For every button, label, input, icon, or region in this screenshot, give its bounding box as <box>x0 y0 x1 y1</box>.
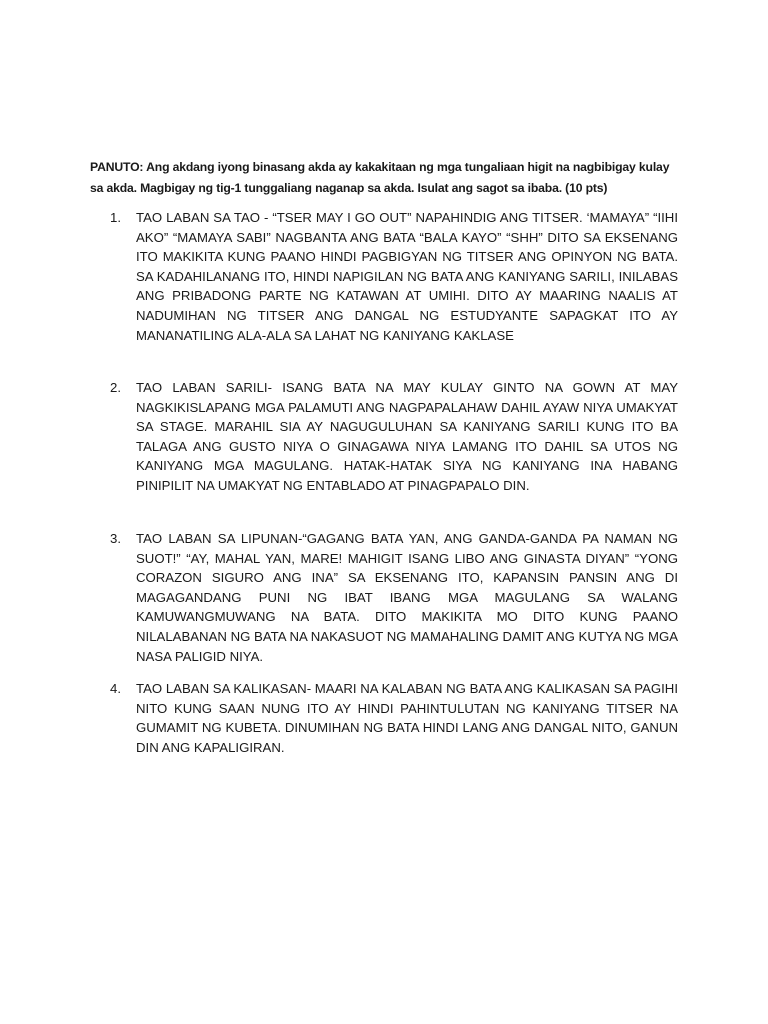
item-text: TAO LABAN SARILI- ISANG BATA NA MAY KULAY GINTO NA GOWN AT MAY NAGKIKISLAPANG MGA PALAMUTI ANG NAGPAPALAHAW DAHIL AYAW NIYA UMAKYAT SA STAGE. MARAHIL SIA AY NAGUGULUHAN SA KANIYANG SARILI KUNG ITO BA TALAGA ANG GUSTO NIYA O GINAGAWA NIYA LAMANG ITO DAHIL SA UTOS NG KANIYANG MGA MAGULANG. HATAK-HATAK SIYA NG KANIYANG INA HABANG PINIPILIT NA UMAKYAT NG ENTABLADO AT PINAGPAPALO DIN. <box>136 380 678 493</box>
item-text: TAO LABAN SA TAO - “TSER MAY I GO OUT” NAPAHINDIG ANG TITSER. ‘MAMAYA” “IIHI AKO” “MAMAYA SABI” NAGBANTA ANG BATA “BALA KAYO” “SHH” DITO SA EKSENANG ITO MAKIKITA KUNG PAANO HINDI PAGBIGYAN NG TITSER ANG OPINYON NG BATA. SA KADAHILANANG ITO, HINDI NAPIGILAN NG BATA ANG KANIYANG SARILI, INILABAS ANG PRIBADONG PARTE NG KATAWAN AT UMIHI. DITO AY MAARING NAALIS AT NADUMIHAN NG TITSER ANG DANGAL NG ESTUDYANTE SAPAGKAT ITO AY MANANATILING ALA-ALA SA LAHAT NG KANIYANG KAKLASE <box>136 210 678 343</box>
item-text: TAO LABAN SA KALIKASAN- MAARI NA KALABAN NG BATA ANG KALIKASAN SA PAGIHI NITO KUNG SAAN NUNG ITO AY HINDI PAHINTULUTAN NG KANIYANG TITSER NA GUMAMIT NG KUBETA. DINUMIHAN NG BATA HINDI LANG ANG DANGAL NITO, GANUN DIN ANG KAPALIGIRAN. <box>136 681 678 755</box>
list-item <box>110 679 678 757</box>
item-number: 4. <box>110 681 121 696</box>
item-number: 3. <box>110 531 121 546</box>
list-item <box>110 208 678 345</box>
list-item <box>110 378 678 496</box>
item-number: 1. <box>110 210 121 225</box>
item-text: TAO LABAN SA LIPUNAN-“GAGANG BATA YAN, ANG GANDA-GANDA PA NAMAN NG SUOT!” “AY, MAHAL YAN, MARE! MAHIGIT ISANG LIBO ANG GINASTA DIYAN” “YONG CORAZON SIGURO ANG INA” SA EKSENANG ITO, KAPANSIN PANSIN ANG DI MAGAGANDANG PUNI NG IBAT IBANG MGA MAGULANG SA WALANG KAMUWANGMUWANG NA BATA. DITO MAKIKITA MO DITO KUNG PAANO NILALABANAN NG BATA NA NAKASUOT NG MAMAHALING DAMIT ANG KUTYA NG MGA NASA PALIGID NIYA. <box>136 531 678 664</box>
instructions-label: PANUTO: <box>90 160 144 174</box>
instructions-text: Ang akdang iyong binasang akda ay kakakitaan ng mga tungaliaan higit na nagbibigay kulay sa akda. Magbigay ng tig-1 tunggaliang naganap sa akda. Isulat ang sagot sa ibaba. (10 pts) <box>90 160 670 195</box>
instructions-paragraph <box>90 157 682 199</box>
list-item <box>110 529 678 666</box>
item-number: 2. <box>110 380 121 395</box>
